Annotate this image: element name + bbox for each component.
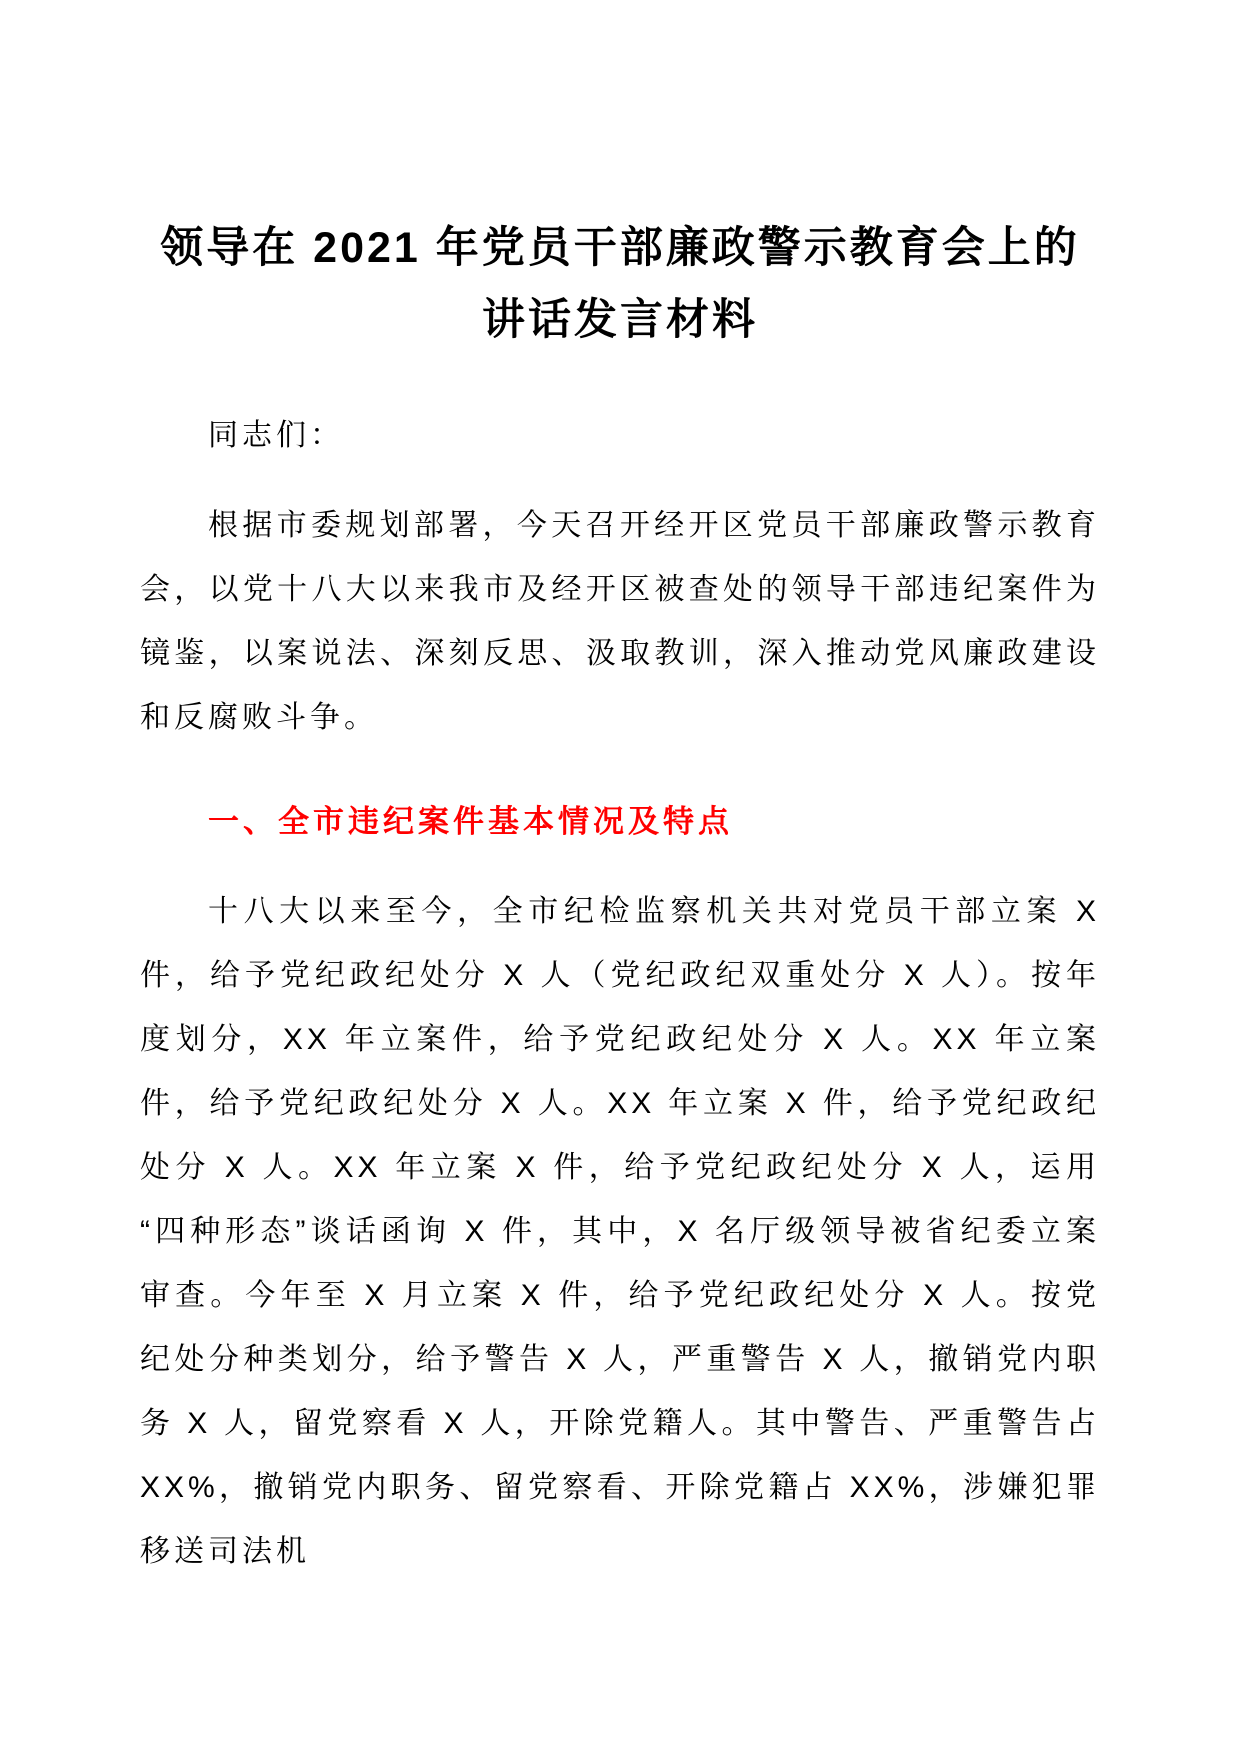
- document-title: [140, 212, 1100, 356]
- document-title-line2: 讲话发言材料: [482, 296, 758, 344]
- document-title-line1: 领导在 2021 年党员干部廉政警示教育会上的: [160, 224, 1080, 272]
- document-body: [140, 404, 1100, 1584]
- intro-paragraph: 根据市委规划部署，今天召开经开区党员干部廉政警示教育会，以党十八大以来我市及经开区被查处的领导干部违纪案件为镜鉴，以案说法、深刻反思、汲取教训，深入推动党风廉政建设和反腐败斗争。: [140, 509, 1100, 734]
- section-paragraph: 十八大以来至今，全市纪检监察机关共对党员干部立案 X 件，给予党纪政纪处分 X 人（党纪政纪双重处分 X 人）。按年度划分，XX 年立案件，给予党纪政纪处分 X 人。XX 年立案件，给予党纪政纪处分 X 人。XX 年立案 X 件，给予党纪政纪处分 X 人。XX 年立案 X 件，给予党纪政纪处分 X 人，运用“四种形态”谈话函询 X 件，其中，X 名厅级领导被省纪委立案审查。今年至 X 月立案 X 件，给予党纪政纪处分 X 人。按党纪处分种类划分，给予警告 X 人，严重警告 X 人，撤销党内职务 X 人，留党察看 X 人，开除党籍人。其中警告、严重警告占 XX%，撤销党内职务、留党察看、开除党籍占 XX%，涉嫌犯罪移送司法机: [140, 895, 1100, 1568]
- section-heading: 一、全市违纪案件基本情况及特点: [208, 804, 733, 839]
- salutation: 同志们：: [208, 419, 344, 452]
